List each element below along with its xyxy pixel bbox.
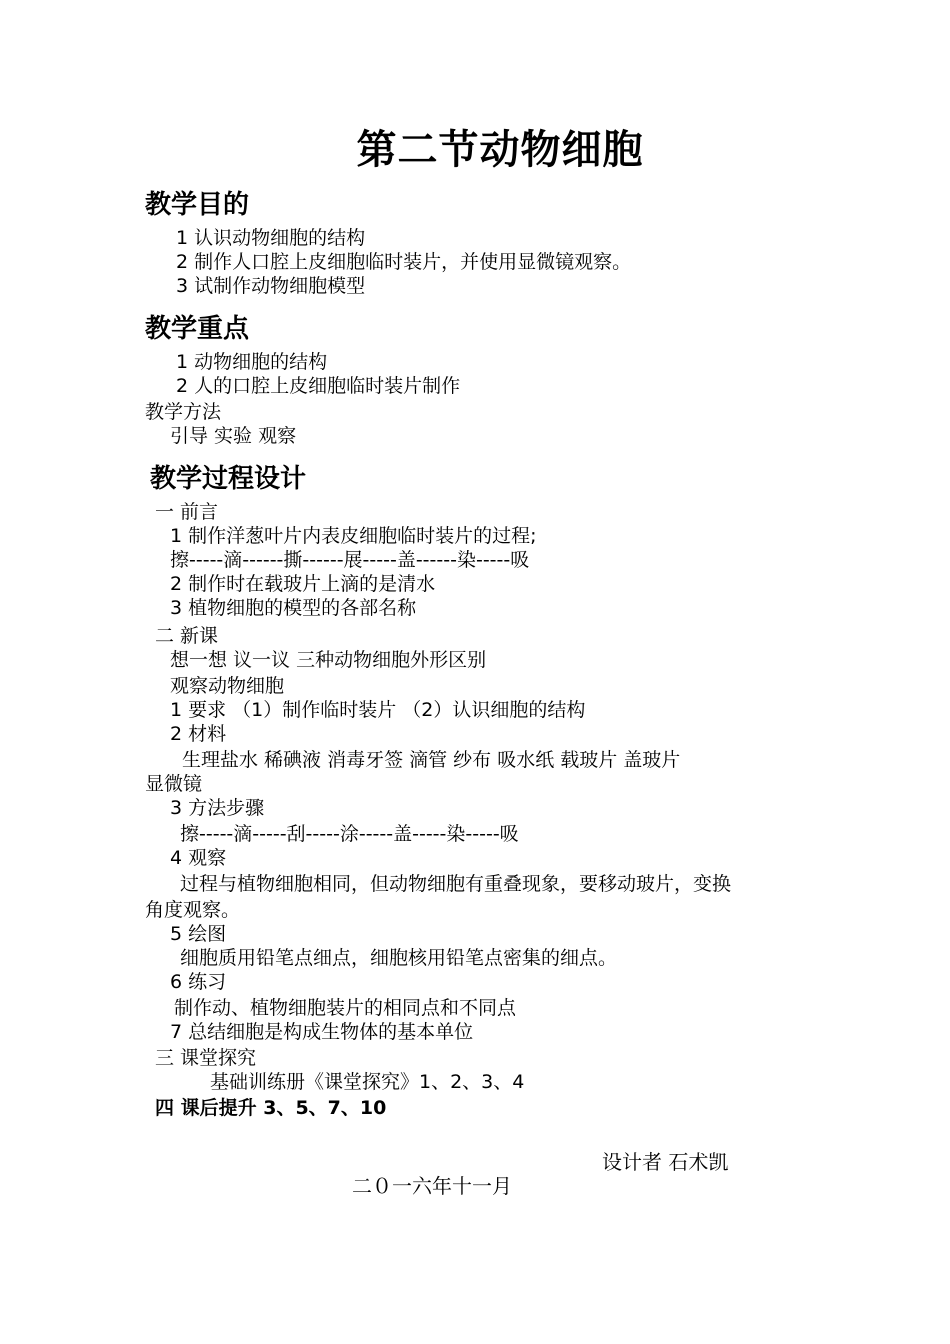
key-point-item: 2 人的口腔上皮细胞临时装片制作 — [176, 375, 461, 397]
methods-heading: 教学方法 — [145, 401, 222, 423]
process-line: 2 材料 — [170, 723, 227, 745]
page-title: 第二节动物细胞 — [356, 127, 644, 173]
process-heading: 教学过程设计 — [150, 464, 307, 494]
process-line: 细胞质用铅笔点细点，细胞核用铅笔点密集的细点。 — [180, 947, 618, 969]
process-line: 制作动、植物细胞装片的相同点和不同点 — [174, 997, 517, 1019]
goals-heading: 教学目的 — [145, 190, 250, 220]
process-line: 3 方法步骤 — [170, 797, 265, 819]
process-line: 基础训练册《课堂探究》1、2、3、4 — [210, 1071, 525, 1093]
process-line: 6 练习 — [170, 971, 227, 993]
key-points-heading: 教学重点 — [145, 314, 250, 344]
process-line: 3 植物细胞的模型的各部名称 — [170, 597, 417, 619]
goal-item: 2 制作人口腔上皮细胞临时装片，并使用显微镜观察。 — [176, 251, 632, 273]
process-line: 显微镜 — [145, 773, 203, 795]
process-line: 擦-----滴------撕------展-----盖------染-----吸 — [170, 549, 530, 571]
document-date: 二０一六年十一月 — [352, 1174, 512, 1198]
methods-text: 引导 实验 观察 — [170, 425, 297, 447]
process-line: 擦-----滴-----刮-----涂-----盖-----染-----吸 — [180, 823, 519, 845]
goal-item: 3 试制作动物细胞模型 — [176, 275, 366, 297]
process-line: 过程与植物细胞相同，但动物细胞有重叠现象，要移动玻片，变换 — [180, 873, 732, 895]
designer-signature: 设计者 石术凯 — [602, 1150, 729, 1174]
goal-item: 1 认识动物细胞的结构 — [176, 227, 366, 249]
process-line: 5 绘图 — [170, 923, 227, 945]
process-line: 2 制作时在载玻片上滴的是清水 — [170, 573, 436, 595]
process-line: 7 总结细胞是构成生物体的基本单位 — [170, 1021, 474, 1043]
process-line: 1 要求 （1）制作临时装片 （2）认识细胞的结构 — [170, 699, 586, 721]
process-line: 1 制作洋葱叶片内表皮细胞临时装片的过程; — [170, 525, 537, 547]
section-two: 二 新课 — [155, 625, 219, 647]
section-four: 四 课后提升 3、5、7、10 — [155, 1097, 387, 1119]
process-line: 观察动物细胞 — [170, 675, 285, 697]
key-point-item: 1 动物细胞的结构 — [176, 351, 328, 373]
process-line: 想一想 议一议 三种动物细胞外形区别 — [170, 649, 487, 671]
section-three: 三 课堂探究 — [155, 1047, 257, 1069]
section-one: 一 前言 — [155, 501, 219, 523]
process-line: 4 观察 — [170, 847, 227, 869]
process-line: 生理盐水 稀碘液 消毒牙签 滴管 纱布 吸水纸 载玻片 盖玻片 — [182, 749, 681, 771]
process-line: 角度观察。 — [145, 899, 241, 921]
